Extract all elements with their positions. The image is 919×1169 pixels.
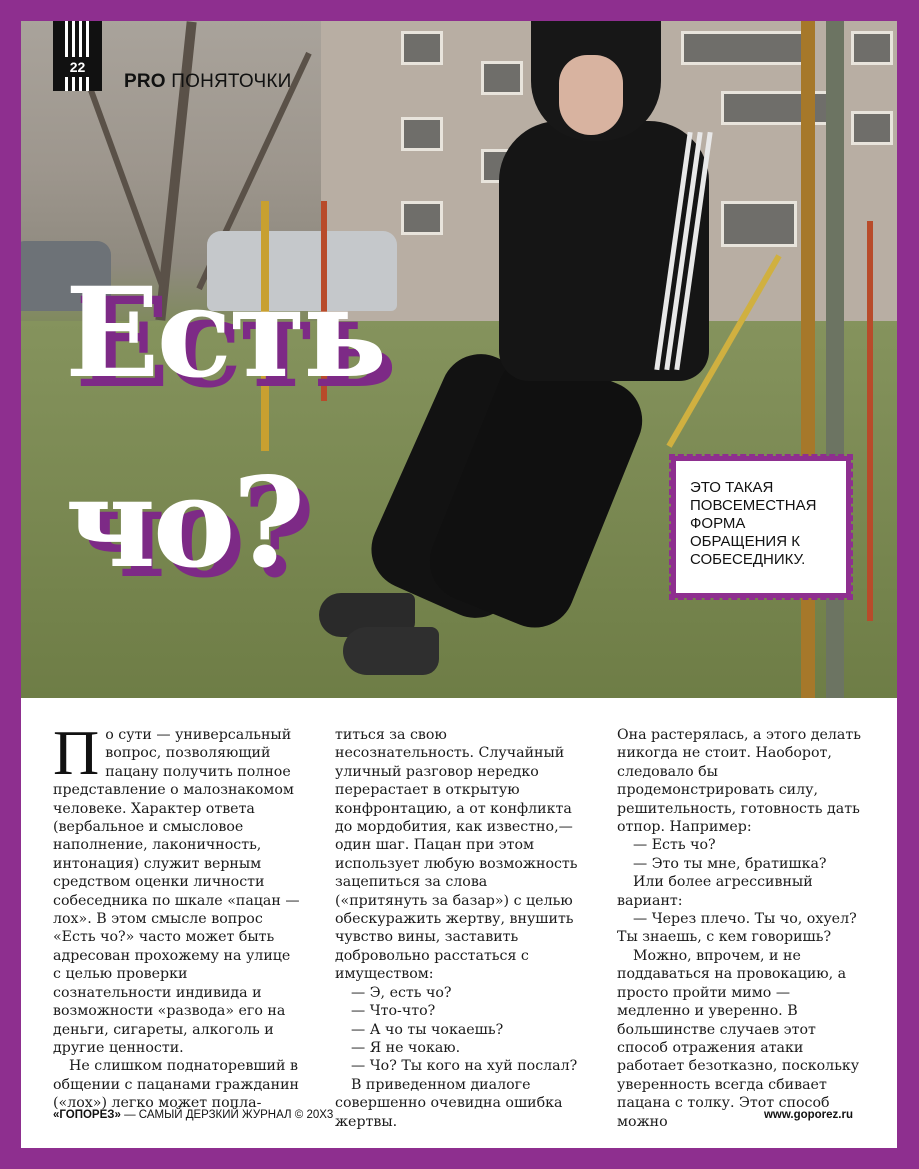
headline-line1: Есть: [65, 261, 385, 406]
callout-box: ЭТО ТАКАЯ ПОВСЕМЕСТНАЯ ФОРМА ОБРАЩЕНИЯ К СОБЕСЕДНИКУ.: [671, 456, 851, 598]
dialogue-line: — А чо ты чокаешь?: [351, 1021, 504, 1038]
person-face: [559, 55, 623, 135]
footer-copyright: [53, 1109, 333, 1121]
section-title-rest: ПОНЯТОЧКИ: [165, 71, 292, 92]
dialogue-line: — Через плечо. Ты чо, охуел? Ты знаешь, с кем говоришь?: [617, 911, 857, 946]
section-title-bold: PRO: [124, 71, 166, 92]
dialogue-line: — Я не чокаю.: [351, 1039, 461, 1056]
article-column-3: [617, 726, 865, 1131]
article-column-1: [53, 717, 301, 1131]
article-paragraph: Можно, впрочем, и не поддаваться на провокацию, а просто пройти мимо — медленно и уверенно. В большинстве случаев этот способ отражения атаки работает безотказно, поскольку уверенность всегда сбивает пацана с толку. Этот способ можно: [617, 947, 860, 1130]
article-paragraph: Не слишком поднаторевший в общении с пацанами гражданин («лох») легко может попла-: [53, 1058, 300, 1112]
article-paragraph: титься за свою несознательность. Случайный уличный разговор нередко перерастает в открытую конфронтацию, а от конфликта до мордобития, как известно,— один шаг. Пацан при этом использует любую возможность зацепиться за слова («притянуть за базар») с целью обескуражить жертву, внушить чувство вины, заставить добровольно расстаться с имуществом:: [335, 727, 578, 983]
magazine-name: «ГОПОРЕЗ»: [53, 1109, 121, 1121]
dialogue-line: — Э, есть чо?: [351, 984, 452, 1001]
dialogue-line: — Чо? Ты кого на хуй послал?: [351, 1058, 578, 1075]
barcode-lines: [65, 21, 91, 57]
page-number: 22: [69, 59, 86, 75]
playground-pole: [867, 221, 873, 621]
article-column-2: [335, 726, 583, 1131]
article-paragraph: Она растерялась, а этого делать никогда не стоит. Наоборот, следовало бы продемонстрировать силу, решительность, готовность дать отпор. Например:: [617, 727, 861, 836]
person-shoe: [343, 627, 439, 675]
dialogue-line: — Есть чо?: [633, 837, 716, 854]
article-body: [53, 717, 865, 1131]
magazine-page: [21, 21, 897, 1148]
dialogue-line: — Это ты мне, братишка?: [633, 855, 827, 872]
article-paragraph: В приведенном диалоге совершенно очевидна ошибка жертвы.: [335, 1076, 563, 1130]
page-number-tab: [53, 21, 102, 91]
barcode-lines: [65, 77, 91, 91]
article-paragraph: Или более агрессивный вариант:: [617, 874, 813, 909]
dialogue-line: — Что-что?: [351, 1003, 436, 1020]
section-title: [124, 71, 291, 93]
article-paragraph: По сути — универсальный вопрос, позволяющий пацану получить полное представление о малознакомом человеке. Характер ответа (вербальное и смысловое наполнение, лаконичность, интонация) служит верным средством оценки личности собеседника по шкале «пацан — лох». В этом смысле вопрос «Есть чо?» часто может быть адресован прохожему на улице с целью проверки сознательности индивида и возможности «развода» его на деньги, сигареты, алкоголь и другие ценности.: [53, 717, 300, 1056]
website-link[interactable]: www.goporez.ru: [763, 1109, 853, 1121]
drop-cap: П: [53, 717, 100, 788]
headline-line2: чо?: [65, 451, 303, 596]
footer-tagline: — САМЫЙ ДЕРЗКИЙ ЖУРНАЛ © 20Х3: [120, 1109, 334, 1121]
